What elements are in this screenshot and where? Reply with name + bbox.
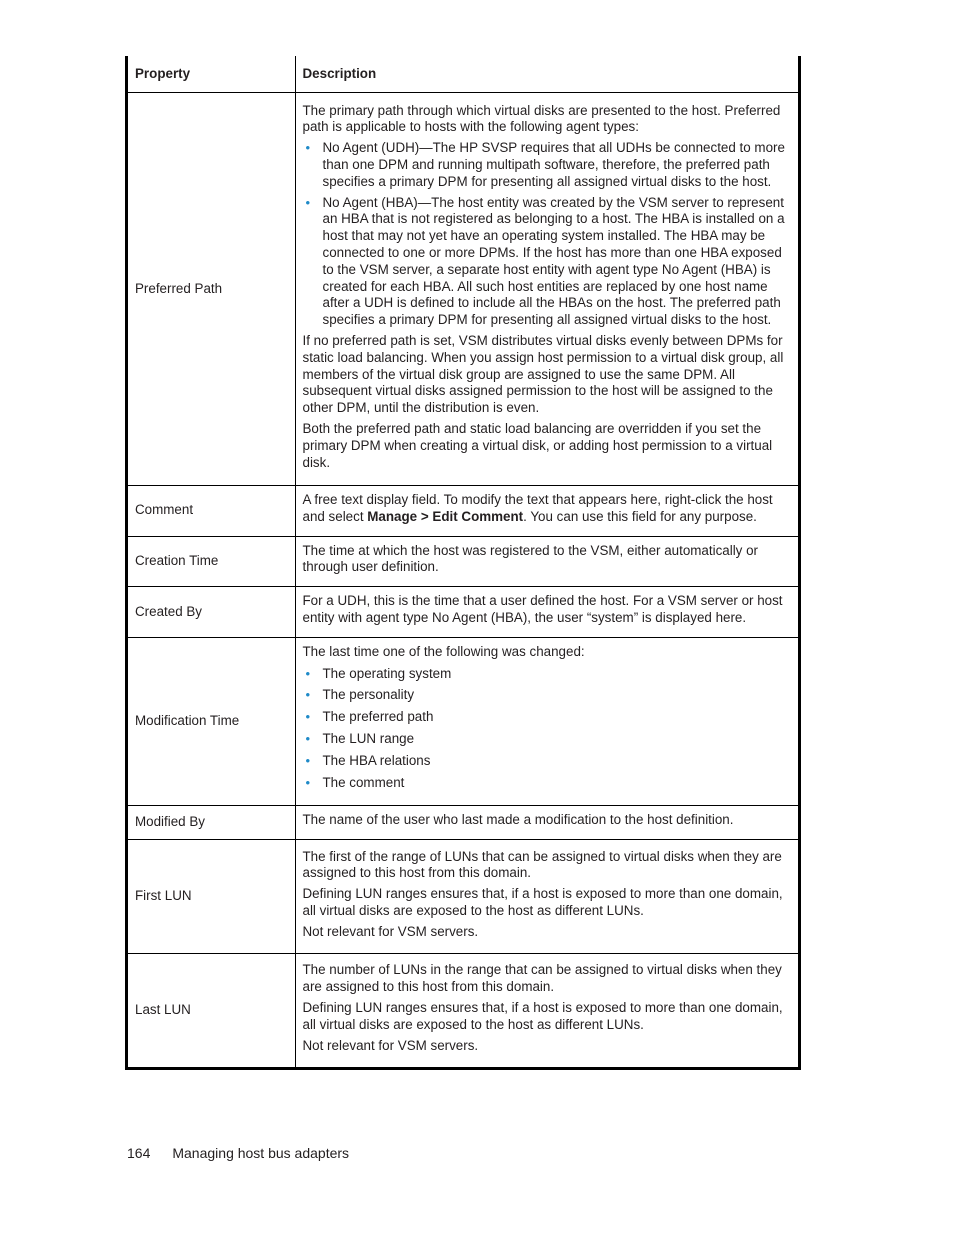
table-header-row: [128, 56, 798, 93]
bullet-icon: •: [305, 752, 311, 768]
description-text: The number of LUNs in the range that can be assigned to virtual disks when they are assigned to this host from this domain.: [302, 962, 782, 995]
bullet-icon: •: [305, 194, 311, 210]
list-item: [303, 666, 793, 683]
description-text: The first of the range of LUNs that can be assigned to virtual disks when they are assigned to this host from this domain.: [302, 848, 782, 881]
bullet-icon: •: [305, 730, 311, 746]
table-row: [128, 637, 798, 806]
description-cell: For a UDH, this is the time that a user defined the host. For a VSM server or host entity with agent type No Agent (HBA), the user “system” is displayed here.: [295, 587, 798, 638]
description-cell: [295, 637, 798, 806]
table-row: [128, 840, 798, 954]
list-item: [303, 195, 793, 329]
property-cell: Comment: [128, 486, 295, 537]
bullet-list: [303, 140, 793, 329]
table-row: [128, 954, 798, 1067]
description-text: A free text display field. To modify the text that appears here, right-click the host and select Manage > Edit Comment. You can use this field for any purpose.: [302, 492, 773, 524]
description-text: Not relevant for VSM servers.: [302, 923, 479, 939]
list-item-text: The comment: [322, 774, 405, 790]
description-cell: The time at which the host was registered to the VSM, either automatically or through user definition.: [295, 536, 798, 587]
description-cell: [295, 840, 798, 954]
list-item-text: No Agent (HBA)—The host entity was created by the VSM server to represent an HBA that is not registered as belonging to a host. The HBA is installed on a host that may not yet have an operating system installed. The HBA may be connected to one or more DPMs. If the host has more than one HBA exposed to the VSM server, a separate host entity with agent type No Agent (HBA) is created for each HBA. All such host entities are replaced by one host name after a UDH is defined to include all the HBAs on the host. The preferred path specifies a primary DPM for presenting all assigned virtual disks to the host.: [322, 194, 785, 328]
description-text: The last time one of the following was changed:: [302, 643, 585, 659]
list-item-text: The HBA relations: [322, 752, 431, 768]
list-item-text: The personality: [322, 687, 415, 703]
menu-path: Manage > Edit Comment: [367, 508, 524, 524]
list-item: [303, 775, 793, 792]
description-text: Defining LUN ranges ensures that, if a host is exposed to more than one domain, all virtual disks are exposed to the host as different LUNs.: [302, 1000, 783, 1032]
page-footer: [127, 1145, 349, 1161]
table-row: [128, 806, 798, 840]
description-text: Defining LUN ranges ensures that, if a host is exposed to more than one domain, all virtual disks are exposed to the host as different LUNs.: [302, 886, 783, 919]
description-cell: [295, 93, 798, 486]
bullet-icon: •: [305, 665, 311, 681]
page-number: 164: [127, 1145, 151, 1161]
bullet-list: [303, 666, 793, 792]
list-item: [303, 687, 793, 704]
property-table: [125, 56, 801, 1070]
table-row: [128, 587, 798, 638]
description-cell: [295, 954, 798, 1067]
description-text: If no preferred path is set, VSM distributes virtual disks evenly between DPMs for static load balancing. When you assign host permission to a virtual disk group, all members of the virtual disk group are assigned to use the same DPM. All subsequent virtual disks assigned permission to the host will be assigned to the other DPM, until the distribution is even.: [302, 332, 784, 416]
property-cell: Creation Time: [128, 536, 295, 587]
bullet-icon: •: [305, 687, 311, 703]
list-item: [303, 753, 793, 770]
description-cell: The name of the user who last made a modification to the host definition.: [295, 806, 798, 840]
table-row: [128, 536, 798, 587]
header-property: Property: [128, 56, 295, 93]
header-description: Description: [295, 56, 798, 93]
description-cell: [295, 486, 798, 537]
chapter-title: Managing host bus adapters: [172, 1145, 350, 1161]
description-text: The primary path through which virtual disks are presented to the host. Preferred path is applicable to hosts with the following agent types:: [302, 102, 781, 135]
property-cell: Preferred Path: [128, 93, 295, 486]
list-item-text: The preferred path: [322, 709, 434, 725]
property-cell: Last LUN: [135, 1002, 191, 1017]
bullet-icon: •: [305, 140, 311, 156]
bullet-icon: •: [305, 774, 311, 790]
list-item: [303, 140, 793, 190]
description-text: Both the preferred path and static load balancing are overridden if you set the primary DPM when creating a virtual disk, or adding host permission to a virtual disk.: [302, 420, 773, 470]
bullet-icon: •: [305, 709, 311, 725]
table-row: [128, 486, 798, 537]
list-item-text: No Agent (UDH)—The HP SVSP requires that all UDHs be connected to more than one DPM and running multipath software, therefore, the preferred path specifies a primary DPM for presenting all assigned virtual disks to the host.: [322, 140, 785, 189]
list-item-text: The operating system: [322, 665, 452, 681]
list-item-text: The LUN range: [322, 730, 415, 746]
property-cell: First LUN: [128, 840, 295, 954]
property-cell: Created By: [128, 587, 295, 638]
list-item: [303, 731, 793, 748]
table-row: [128, 93, 798, 486]
property-cell: Modified By: [128, 806, 295, 840]
property-cell: Modification Time: [128, 637, 295, 806]
list-item: [303, 709, 793, 726]
description-text: Not relevant for VSM servers.: [302, 1037, 479, 1053]
